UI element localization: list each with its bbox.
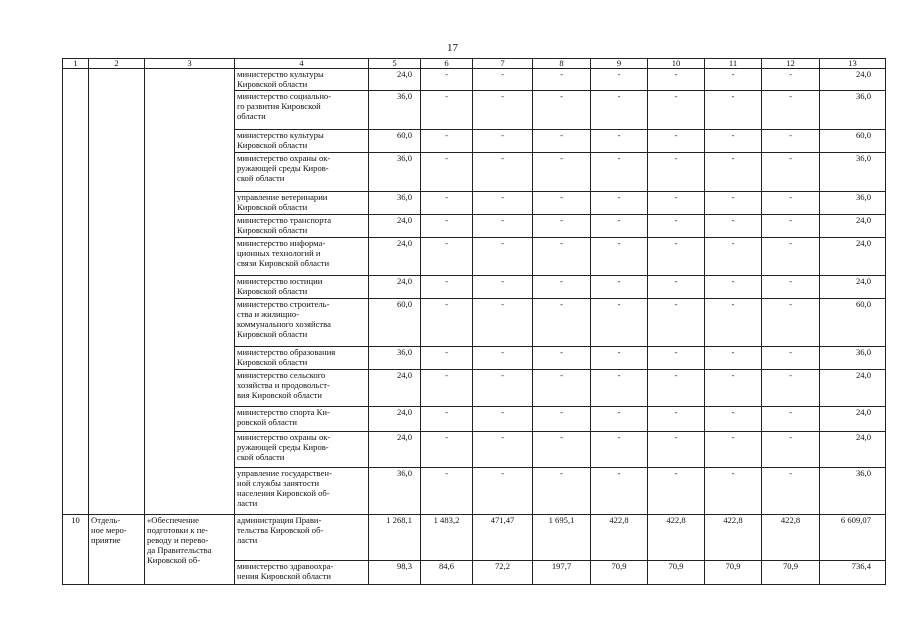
- col-header-8: 8: [533, 59, 591, 69]
- value-col8: 197,7: [533, 561, 591, 585]
- value-col6: -: [421, 299, 473, 347]
- organization-line: ласти: [237, 498, 258, 508]
- organization-line: администрация Прави-: [237, 515, 322, 525]
- organization-line: ской области: [237, 452, 285, 462]
- value-col11: -: [705, 468, 762, 515]
- value-col6: -: [421, 192, 473, 215]
- value-col13: 36,0: [820, 91, 886, 130]
- value-col11: -: [705, 153, 762, 192]
- value-col9: -: [591, 238, 648, 276]
- value-col6: -: [421, 432, 473, 468]
- value-col12: 422,8: [762, 515, 820, 561]
- value-col6: -: [421, 276, 473, 299]
- page-number: 17: [447, 42, 458, 54]
- value-col13: 36,0: [820, 192, 886, 215]
- organization-cell: [235, 299, 369, 347]
- organization-line: ской области: [237, 173, 285, 183]
- organization-cell: [235, 153, 369, 192]
- value-col10: -: [648, 192, 705, 215]
- col-header-12: 12: [762, 59, 820, 69]
- organization-line: Кировской области: [237, 225, 308, 235]
- value-col13: 36,0: [820, 347, 886, 370]
- value-col10: -: [648, 407, 705, 432]
- value-col9: -: [591, 299, 648, 347]
- item-name-cell: [145, 515, 235, 585]
- value-col13: 36,0: [820, 153, 886, 192]
- value-col10: -: [648, 69, 705, 91]
- value-col5: 24,0: [369, 238, 421, 276]
- value-col10: -: [648, 215, 705, 238]
- value-col7: -: [473, 347, 533, 370]
- value-col8: -: [533, 370, 591, 407]
- value-col13: 24,0: [820, 215, 886, 238]
- value-col9: 70,9: [591, 561, 648, 585]
- value-col5: 36,0: [369, 153, 421, 192]
- table-body: [63, 59, 886, 585]
- value-col10: -: [648, 468, 705, 515]
- value-col6: -: [421, 468, 473, 515]
- organization-line: хозяйства и продовольст-: [237, 380, 330, 390]
- value-col10: -: [648, 153, 705, 192]
- value-col10: -: [648, 370, 705, 407]
- value-col12: -: [762, 69, 820, 91]
- value-col8: -: [533, 468, 591, 515]
- item-type-line: приятие: [91, 535, 121, 545]
- col-header-4: 4: [235, 59, 369, 69]
- value-col6: -: [421, 69, 473, 91]
- col3-continued-cell: [145, 69, 235, 515]
- value-col12: -: [762, 468, 820, 515]
- organization-line: коммунального хозяйства: [237, 319, 331, 329]
- organization-cell: [235, 468, 369, 515]
- value-col13: 36,0: [820, 468, 886, 515]
- value-col13: 24,0: [820, 407, 886, 432]
- value-col8: -: [533, 130, 591, 153]
- value-col9: -: [591, 192, 648, 215]
- value-col8: -: [533, 69, 591, 91]
- value-col8: -: [533, 153, 591, 192]
- organization-line: тельства Кировской об-: [237, 525, 324, 535]
- value-col9: -: [591, 432, 648, 468]
- value-col10: -: [648, 432, 705, 468]
- value-col13: 24,0: [820, 370, 886, 407]
- table-row: [63, 515, 886, 561]
- value-col12: -: [762, 370, 820, 407]
- value-col10: -: [648, 299, 705, 347]
- value-col11: -: [705, 370, 762, 407]
- value-col9: 422,8: [591, 515, 648, 561]
- organization-cell: [235, 432, 369, 468]
- col-header-11: 11: [705, 59, 762, 69]
- value-col12: -: [762, 153, 820, 192]
- organization-line: ства и жилищно-: [237, 309, 300, 319]
- value-col6: 84,6: [421, 561, 473, 585]
- value-col7: -: [473, 215, 533, 238]
- value-col7: -: [473, 276, 533, 299]
- value-col9: -: [591, 69, 648, 91]
- value-col10: 70,9: [648, 561, 705, 585]
- value-col12: -: [762, 299, 820, 347]
- table-row: [63, 69, 886, 91]
- organization-line: министерство транспорта: [237, 215, 332, 225]
- value-col6: -: [421, 130, 473, 153]
- value-col11: 422,8: [705, 515, 762, 561]
- col-header-9: 9: [591, 59, 648, 69]
- organization-line: населения Кировской об-: [237, 488, 330, 498]
- value-col9: -: [591, 407, 648, 432]
- value-col11: -: [705, 69, 762, 91]
- organization-line: го развития Кировской: [237, 101, 321, 111]
- value-col10: -: [648, 347, 705, 370]
- value-col13: 24,0: [820, 238, 886, 276]
- value-col5: 24,0: [369, 69, 421, 91]
- col2-continued-cell: [89, 69, 145, 515]
- organization-line: министерство образования: [237, 347, 336, 357]
- organization-line: министерство строитель-: [237, 299, 330, 309]
- organization-line: министерство культуры: [237, 130, 324, 140]
- organization-cell: [235, 215, 369, 238]
- organization-line: министерство охраны ок-: [237, 432, 331, 442]
- value-col13: 6 609,07: [820, 515, 886, 561]
- value-col9: -: [591, 276, 648, 299]
- value-col11: -: [705, 192, 762, 215]
- organization-line: министерство сельского: [237, 370, 326, 380]
- value-col11: -: [705, 91, 762, 130]
- item-type-cell: [89, 515, 145, 585]
- item-type-line: ное меро-: [91, 525, 127, 535]
- organization-line: министерство культуры: [237, 69, 324, 79]
- organization-line: ружающей среды Киров-: [237, 163, 329, 173]
- organization-line: министерство юстиции: [237, 276, 323, 286]
- value-col11: -: [705, 238, 762, 276]
- organization-line: Кировской области: [237, 329, 308, 339]
- value-col6: -: [421, 238, 473, 276]
- value-col12: -: [762, 347, 820, 370]
- value-col9: -: [591, 215, 648, 238]
- organization-line: министерство здравоохра-: [237, 561, 334, 571]
- organization-line: управление ветеринарии: [237, 192, 328, 202]
- col-header-3: 3: [145, 59, 235, 69]
- value-col8: -: [533, 432, 591, 468]
- value-col12: -: [762, 432, 820, 468]
- organization-line: Кировской области: [237, 140, 308, 150]
- value-col13: 736,4: [820, 561, 886, 585]
- item-type-line: Отдель-: [91, 515, 121, 525]
- value-col7: -: [473, 153, 533, 192]
- value-col12: -: [762, 91, 820, 130]
- value-col7: -: [473, 370, 533, 407]
- organization-line: министерство информа-: [237, 238, 326, 248]
- col1-continued-cell: [63, 69, 89, 515]
- organization-line: управление государствен-: [237, 468, 332, 478]
- item-name-line: да Правительства: [147, 545, 212, 555]
- value-col5: 60,0: [369, 130, 421, 153]
- value-col9: -: [591, 130, 648, 153]
- value-col8: -: [533, 91, 591, 130]
- value-col5: 24,0: [369, 432, 421, 468]
- value-col12: 70,9: [762, 561, 820, 585]
- value-col10: 422,8: [648, 515, 705, 561]
- value-col5: 24,0: [369, 215, 421, 238]
- value-col5: 1 268,1: [369, 515, 421, 561]
- value-col8: -: [533, 215, 591, 238]
- value-col7: -: [473, 192, 533, 215]
- col-header-6: 6: [421, 59, 473, 69]
- organization-line: ружающей среды Киров-: [237, 442, 329, 452]
- value-col13: 24,0: [820, 432, 886, 468]
- value-col7: 72,2: [473, 561, 533, 585]
- value-col5: 98,3: [369, 561, 421, 585]
- value-col7: -: [473, 91, 533, 130]
- value-col7: -: [473, 468, 533, 515]
- value-col11: -: [705, 276, 762, 299]
- value-col5: 36,0: [369, 347, 421, 370]
- value-col7: -: [473, 69, 533, 91]
- value-col10: -: [648, 238, 705, 276]
- organization-line: нения Кировской области: [237, 571, 331, 581]
- value-col9: -: [591, 468, 648, 515]
- value-col7: -: [473, 299, 533, 347]
- item-name-line: подготовки к пе-: [147, 525, 209, 535]
- col-header-13: 13: [820, 59, 886, 69]
- value-col12: -: [762, 215, 820, 238]
- organization-line: Кировской области: [237, 202, 308, 212]
- organization-line: ционных технологий и: [237, 248, 321, 258]
- value-col12: -: [762, 130, 820, 153]
- value-col8: -: [533, 299, 591, 347]
- value-col13: 24,0: [820, 276, 886, 299]
- value-col6: -: [421, 407, 473, 432]
- organization-cell: [235, 69, 369, 91]
- organization-cell: [235, 407, 369, 432]
- value-col12: -: [762, 407, 820, 432]
- value-col7: -: [473, 407, 533, 432]
- col-header-1: 1: [63, 59, 89, 69]
- organization-line: области: [237, 111, 266, 121]
- organization-line: Кировской области: [237, 79, 308, 89]
- value-col11: -: [705, 347, 762, 370]
- value-col8: -: [533, 238, 591, 276]
- value-col5: 36,0: [369, 91, 421, 130]
- value-col8: -: [533, 192, 591, 215]
- value-col11: -: [705, 215, 762, 238]
- organization-line: ласти: [237, 535, 258, 545]
- value-col9: -: [591, 370, 648, 407]
- value-col6: 1 483,2: [421, 515, 473, 561]
- value-col8: -: [533, 407, 591, 432]
- value-col13: 60,0: [820, 299, 886, 347]
- item-name-line: Кировской об-: [147, 555, 201, 565]
- organization-line: Кировской области: [237, 357, 308, 367]
- organization-line: ной службы занятости: [237, 478, 320, 488]
- value-col6: -: [421, 347, 473, 370]
- item-name-line: «Обеспечение: [147, 515, 199, 525]
- organization-line: министерство спорта Ки-: [237, 407, 330, 417]
- value-col12: -: [762, 276, 820, 299]
- item-name-line: реводу и перево-: [147, 535, 209, 545]
- value-col11: 70,9: [705, 561, 762, 585]
- col-header-5: 5: [369, 59, 421, 69]
- organization-cell: [235, 192, 369, 215]
- value-col11: -: [705, 432, 762, 468]
- value-col10: -: [648, 91, 705, 130]
- value-col12: -: [762, 238, 820, 276]
- value-col8: -: [533, 347, 591, 370]
- value-col13: 24,0: [820, 69, 886, 91]
- organization-line: Кировской области: [237, 286, 308, 296]
- col-header-7: 7: [473, 59, 533, 69]
- value-col7: -: [473, 130, 533, 153]
- col-header-10: 10: [648, 59, 705, 69]
- value-col8: -: [533, 276, 591, 299]
- value-col7: -: [473, 432, 533, 468]
- value-col5: 24,0: [369, 407, 421, 432]
- organization-line: министерство охраны ок-: [237, 153, 331, 163]
- column-number-row: [63, 59, 886, 69]
- value-col6: -: [421, 91, 473, 130]
- value-col5: 24,0: [369, 370, 421, 407]
- value-col6: -: [421, 153, 473, 192]
- col-header-2: 2: [89, 59, 145, 69]
- organization-line: вия Кировской области: [237, 390, 323, 400]
- value-col6: -: [421, 370, 473, 407]
- value-col10: -: [648, 276, 705, 299]
- value-col5: 60,0: [369, 299, 421, 347]
- value-col11: -: [705, 407, 762, 432]
- organization-cell: [235, 561, 369, 585]
- organization-line: министерство социально-: [237, 91, 332, 101]
- value-col11: -: [705, 299, 762, 347]
- organization-line: ровской области: [237, 417, 297, 427]
- value-col7: -: [473, 238, 533, 276]
- organization-cell: [235, 238, 369, 276]
- organization-cell: [235, 347, 369, 370]
- value-col12: -: [762, 192, 820, 215]
- value-col9: -: [591, 91, 648, 130]
- value-col10: -: [648, 130, 705, 153]
- organization-cell: [235, 130, 369, 153]
- value-col13: 60,0: [820, 130, 886, 153]
- value-col9: -: [591, 347, 648, 370]
- item-number-cell: 10: [63, 515, 89, 585]
- value-col5: 36,0: [369, 468, 421, 515]
- value-col8: 1 695,1: [533, 515, 591, 561]
- value-col5: 36,0: [369, 192, 421, 215]
- value-col11: -: [705, 130, 762, 153]
- value-col7: 471,47: [473, 515, 533, 561]
- organization-cell: [235, 91, 369, 130]
- value-col9: -: [591, 153, 648, 192]
- organization-line: связи Кировской области: [237, 258, 330, 268]
- organization-cell: [235, 276, 369, 299]
- value-col6: -: [421, 215, 473, 238]
- budget-table: [62, 58, 886, 585]
- organization-cell: [235, 515, 369, 561]
- organization-cell: [235, 370, 369, 407]
- value-col5: 24,0: [369, 276, 421, 299]
